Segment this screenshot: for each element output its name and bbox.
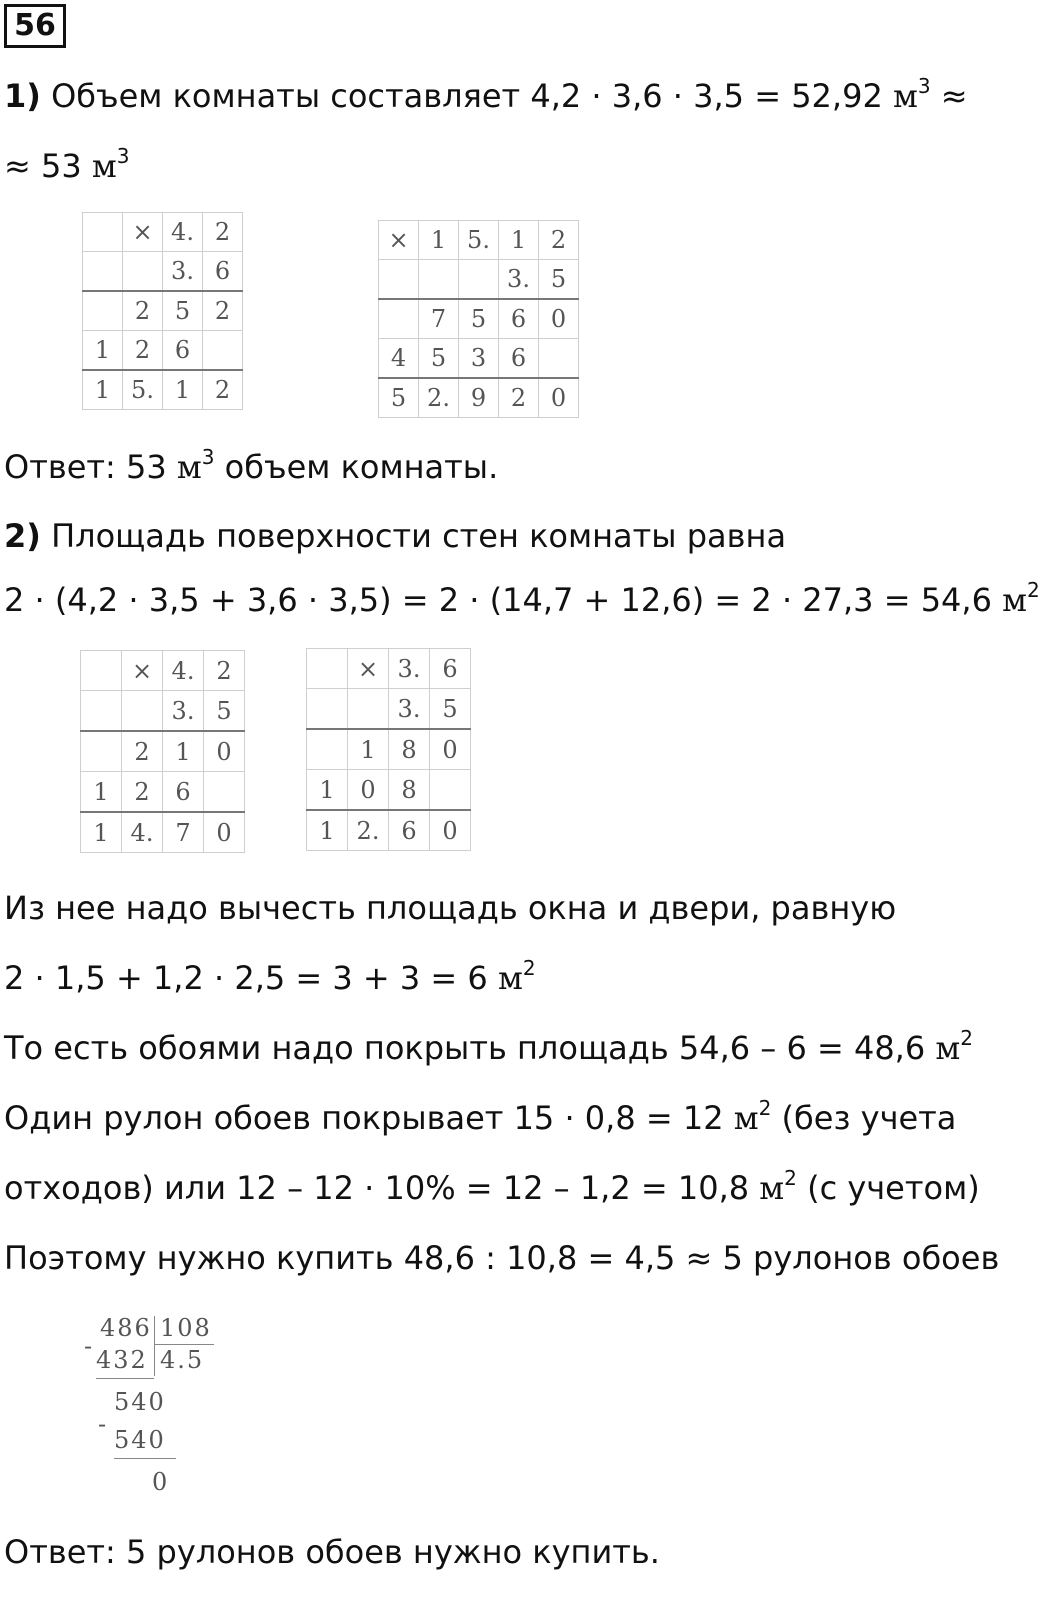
unit: м — [759, 1169, 785, 1207]
text-line-3-body: То есть обоями надо покрыть площадь 54,6 – 6 = 48,6 — [4, 1029, 936, 1067]
table-cell — [419, 260, 459, 300]
table-row — [307, 729, 471, 770]
table-cell — [122, 691, 163, 732]
text-line-2-body: 2 · 1,5 + 1,2 · 2,5 = 3 + 3 = 6 — [4, 959, 498, 997]
table-cell — [379, 299, 419, 339]
table-cell: 1 — [83, 331, 123, 371]
part1-line — [4, 76, 968, 116]
table-cell: 0 — [539, 378, 579, 418]
table-cell: 1 — [83, 370, 123, 410]
table-row — [81, 731, 245, 772]
table-cell: 1 — [307, 810, 348, 851]
exponent: 3 — [201, 445, 215, 469]
table-row — [83, 370, 243, 410]
text-line-1: Из нее надо вычесть площадь окна и двери, равную — [4, 889, 897, 927]
table-cell — [539, 339, 579, 379]
table-cell — [307, 689, 348, 730]
table-row — [307, 810, 471, 851]
table-cell: 2 — [204, 651, 245, 691]
table-row — [379, 260, 579, 300]
table-cell: 8 — [389, 729, 430, 770]
minus-sign: - — [84, 1332, 95, 1360]
answer1-pre: Ответ: 53 — [4, 448, 177, 486]
formula: 2 · (4,2 · 3,5 + 3,6 · 3,5) = 2 · (14,7 + 12,6) = 2 · 27,3 = 54,6 — [4, 581, 1003, 619]
table-cell: 1 — [307, 770, 348, 811]
long-division — [80, 1310, 260, 1510]
exponent: 2 — [960, 1026, 973, 1050]
subtrahend-1: 432 — [96, 1346, 148, 1374]
table-row — [307, 770, 471, 811]
approx: ≈ — [930, 77, 968, 115]
text-line-4-tail: (без учета — [771, 1099, 957, 1137]
subtrahend-2: 540 — [114, 1426, 166, 1454]
table-cell: 4. — [163, 213, 203, 252]
table-cell: 8 — [389, 770, 430, 811]
table-cell — [81, 651, 122, 691]
table-row — [379, 378, 579, 418]
divisor: 108 — [160, 1314, 212, 1342]
table-cell: 5 — [204, 691, 245, 732]
unit: м — [935, 1029, 961, 1067]
table-cell: 3 — [459, 339, 499, 379]
table-cell: 5 — [539, 260, 579, 300]
table-row — [83, 252, 243, 292]
approx-result: ≈ 53 — [4, 147, 92, 185]
table-cell — [379, 260, 419, 300]
table-cell: 6 — [430, 649, 471, 689]
answer2-line: Ответ: 5 рулонов обоев нужно купить. — [4, 1533, 660, 1571]
table-row — [307, 649, 471, 689]
table-row — [81, 772, 245, 813]
table-cell: 1 — [163, 731, 204, 772]
exponent: 2 — [758, 1096, 772, 1120]
text-line-4-body: Один рулон обоев покрывает 15 · 0,8 = 12 — [4, 1099, 734, 1137]
table-cell: × — [348, 649, 389, 689]
table-cell: 5 — [430, 689, 471, 730]
table-cell: 6 — [499, 299, 539, 339]
table-cell — [81, 691, 122, 732]
table-cell: 5 — [459, 299, 499, 339]
dividend: 486 — [100, 1314, 152, 1342]
table-cell: 7 — [419, 299, 459, 339]
table-cell: 0 — [348, 770, 389, 811]
table-cell: 2 — [123, 291, 163, 331]
sub-line-1 — [96, 1378, 154, 1379]
table-row — [379, 339, 579, 379]
table-row — [81, 691, 245, 732]
text-line-2 — [4, 958, 536, 998]
table-row — [83, 291, 243, 331]
sub-line-2 — [114, 1458, 176, 1459]
part1-text: Объем комнаты составляет 4,2 · 3,6 · 3,5 = 52,92 — [40, 77, 893, 115]
multiplication-table-1 — [82, 212, 243, 410]
table-cell: 2 — [539, 221, 579, 260]
table-row — [379, 221, 579, 260]
table-cell: × — [122, 651, 163, 691]
table-cell: 2 — [203, 291, 243, 331]
table-cell: 2. — [419, 378, 459, 418]
remainder-2: 0 — [152, 1468, 170, 1496]
part2-label: 2) — [4, 517, 41, 555]
table-cell: 5 — [163, 291, 203, 331]
table-cell: 3. — [499, 260, 539, 300]
text-line-5-tail: (с учетом) — [796, 1169, 980, 1207]
unit: м — [176, 448, 202, 486]
table-cell — [307, 649, 348, 689]
table-cell — [204, 772, 245, 813]
table-row — [81, 812, 245, 853]
table-cell: 5 — [379, 378, 419, 418]
text-line-5-body: отходов) или 12 – 12 · 10% = 12 – 1,2 = 10,8 — [4, 1169, 760, 1207]
table-cell: 6 — [389, 810, 430, 851]
exponent: 3 — [116, 144, 130, 168]
table-cell — [203, 331, 243, 371]
exponent: 3 — [917, 74, 931, 98]
table-cell: 2 — [203, 213, 243, 252]
table-row — [379, 299, 579, 339]
table-cell: 3. — [389, 649, 430, 689]
division-bar — [154, 1316, 155, 1376]
minus-sign: - — [98, 1410, 109, 1438]
table-cell: 0 — [430, 729, 471, 770]
table-cell — [81, 731, 122, 772]
table-cell: × — [123, 213, 163, 252]
table-cell: 4. — [163, 651, 204, 691]
table-cell: 0 — [539, 299, 579, 339]
multiplication-table-4 — [306, 648, 471, 851]
table-cell: 3. — [163, 252, 203, 292]
part2-formula — [4, 580, 1040, 620]
problem-number: 56 — [4, 4, 66, 48]
table-cell: 5 — [419, 339, 459, 379]
table-cell: 3. — [389, 689, 430, 730]
unit: м — [892, 77, 918, 115]
table-cell — [123, 252, 163, 292]
table-cell: 1 — [81, 772, 122, 813]
table-row — [83, 213, 243, 252]
table-cell — [348, 689, 389, 730]
part1-label: 1) — [4, 77, 41, 115]
multiplication-table-3 — [80, 650, 245, 853]
table-cell: 9 — [459, 378, 499, 418]
table-cell: 1 — [419, 221, 459, 260]
table-cell — [83, 291, 123, 331]
answer1-post: объем комнаты. — [214, 448, 499, 486]
part2-text: Площадь поверхности стен комнаты равна — [40, 517, 787, 555]
unit: м — [1002, 581, 1027, 619]
table-cell: 6 — [163, 772, 204, 813]
unit: м — [497, 959, 523, 997]
table-cell: 2 — [122, 731, 163, 772]
text-line-3 — [4, 1028, 973, 1068]
table-cell: 0 — [204, 812, 245, 853]
table-cell: 1 — [81, 812, 122, 853]
unit: м — [733, 1099, 759, 1137]
exponent: 2 — [522, 956, 536, 980]
table-cell: 2 — [122, 772, 163, 813]
table-cell: 2 — [123, 331, 163, 371]
table-cell: 7 — [163, 812, 204, 853]
table-cell — [430, 770, 471, 811]
table-cell — [307, 729, 348, 770]
text-line-5 — [4, 1168, 980, 1208]
table-cell — [83, 252, 123, 292]
quotient: 4.5 — [160, 1346, 205, 1374]
exponent: 2 — [1027, 578, 1040, 602]
exponent: 2 — [784, 1166, 797, 1190]
table-cell — [83, 213, 123, 252]
part2-line — [4, 516, 786, 556]
answer1-line — [4, 447, 498, 487]
part1-line2 — [4, 146, 130, 186]
table-cell: 6 — [499, 339, 539, 379]
table-row — [81, 651, 245, 691]
table-cell: 1 — [348, 729, 389, 770]
table-cell: 0 — [430, 810, 471, 851]
quotient-line — [154, 1344, 214, 1345]
remainder-1: 540 — [114, 1388, 166, 1416]
table-cell: 5. — [459, 221, 499, 260]
table-cell: 1 — [499, 221, 539, 260]
text-line-4 — [4, 1098, 956, 1138]
table-cell — [459, 260, 499, 300]
table-cell: × — [379, 221, 419, 260]
table-cell: 6 — [163, 331, 203, 371]
table-cell: 2 — [499, 378, 539, 418]
unit: м — [91, 147, 117, 185]
text-line-6: Поэтому нужно купить 48,6 : 10,8 = 4,5 ≈ 5 рулонов обоев — [4, 1239, 1000, 1277]
table-row — [83, 331, 243, 371]
table-cell: 2. — [348, 810, 389, 851]
table-cell: 1 — [163, 370, 203, 410]
table-cell: 3. — [163, 691, 204, 732]
table-cell: 6 — [203, 252, 243, 292]
table-row — [307, 689, 471, 730]
table-cell: 4. — [122, 812, 163, 853]
table-cell: 5. — [123, 370, 163, 410]
table-cell: 4 — [379, 339, 419, 379]
table-cell: 2 — [203, 370, 243, 410]
multiplication-table-2 — [378, 220, 579, 418]
table-cell: 0 — [204, 731, 245, 772]
